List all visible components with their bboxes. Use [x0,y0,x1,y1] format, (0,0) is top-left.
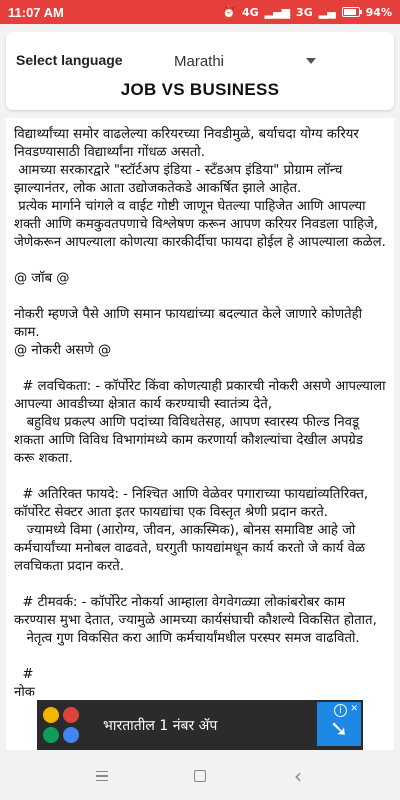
menu-icon [96,771,108,782]
ad-text: भारतातील 1 नंबर ॲप [103,717,218,734]
paragraph-gap [14,468,386,486]
article-paragraph: नोकरी म्हणजे पैसे आणि समान फायद्यांच्या बदल्यात केले जाणारे कोणतेही काम. @ नोकरी असणे @ [14,307,363,358]
paragraph-gap [14,288,386,306]
article-paragraph: # अतिरिक्त फायदे: - निश्चित आणि वेळेवर पगाराच्या फायद्यांव्यतिरिक्त, कॉर्पोरेट सेक्टर आता इतर फायद्यांचा एक विस्तृत श्रेणी प्रदान करते. ज्यामध्ये विमा (आरोग्य, जीवन, आकस्मिक), बोनस समाविष्ट आहे जो कर्मचार्यांच्या मनोबल वाढवते, घरगुती फायद्यांमधून कार्य करतो जे कार्य वेळ लवचिकता प्रदान करते. [14,487,369,574]
back-icon: ‹ [294,764,302,788]
status-indicators [222,6,392,19]
signal-icon: ▂▄▆ [264,5,291,19]
sim-network-right: 3G [296,5,313,19]
battery-percent: 94% [365,5,392,19]
info-icon[interactable]: i [334,704,347,717]
ad-logo-dot [63,727,79,743]
status-time: 11:07 AM [8,4,64,20]
article-card[interactable] [6,118,394,750]
article-paragraph: # टीमवर्क: - कॉर्पोरेट नोकर्या आम्हाला वेगवेगळ्या लोकांबरोबर काम करण्यास मुभा देतात, ज्यामुळे आमच्या कार्यसंघाची कौशल्ये विकसित होतात, नेतृत्व गुण विकसित करा आणि कर्मचार्यांमधील परस्पर समज वाढवितो. [14,595,377,646]
language-dropdown[interactable] [174,50,316,72]
home-icon [194,770,206,782]
language-label: Select language [16,52,123,68]
sim-network-left: 4G [241,5,259,19]
article-paragraph: # लवचिकता: - कॉर्पोरेट किंवा कोणत्याही प्रकारची नोकरी असणे आपल्याला आपल्या आवडीच्या क्षेत्रात कार्य करण्याची स्वातंत्र्य देते, बहुविध प्रकल्प आणि पदांच्या विविधतेसह, आपण स्वारस्य फील्ड निवडू शकता आणि विविध विभागांमध्ये काम करणार्या कौशल्यांचा देखील अपग्रेड करू शकता. [14,379,386,466]
ad-logo-icon [41,703,85,747]
battery-icon [342,7,360,17]
ad-logo-dot [43,727,59,743]
paragraph-gap [14,648,386,666]
close-icon[interactable]: ✕ [350,704,358,714]
language-value: Marathi [174,52,225,70]
article-body [6,118,394,702]
ad-logo-dot [43,707,59,723]
battery-fill [344,9,356,15]
menu-button[interactable] [88,762,116,790]
arrow-icon: ➘ [329,716,349,742]
paragraph-gap [14,252,386,270]
article-paragraph: @ जॉब @ [14,271,70,286]
chevron-down-icon [306,58,316,64]
home-button[interactable] [186,762,214,790]
header-card [6,32,394,110]
back-button[interactable] [284,762,312,790]
ad-logo-dot [63,707,79,723]
status-bar [0,0,400,24]
system-nav-bar [0,752,400,800]
paragraph-gap [14,576,386,594]
ad-action-button[interactable] [317,702,361,746]
ad-banner[interactable] [37,700,363,750]
paragraph-gap [14,360,386,378]
alarm-icon: ⏰ [222,5,236,19]
article-paragraph: विद्यार्थ्यांच्या समोर वाढलेल्या करियरच्या निवडीमुळे, बर्याचदा योग्य करियर निवडण्यासाठी विद्यार्थ्यांना गोंधळ असतो. आमच्या सरकारद्वारे "स्टॉर्टअप इंडिया - स्टँडअप इंडिया" प्रोग्राम लॉन्च झाल्यानंतर, लोक आता उद्योजकतेकडे आकर्षित झाले आहेत. प्रत्येक मार्गाने चांगले व वाईट गोष्टी जाणून घेतल्या पाहिजेत आणि आपल्या शक्ती आणि कमकुवतपणाचे विश्लेषण करून आपण करियर निवडला पाहिजे, जेणेकरून आपल्याला कोणत्या कारकीर्दीचा फायदा होईल हे आपल्याला कळेल. [14,127,386,250]
signal-icon-2: ▂▄ [318,5,336,19]
article-paragraph: # नोक [14,667,35,700]
page-title: JOB VS BUSINESS [120,80,280,99]
